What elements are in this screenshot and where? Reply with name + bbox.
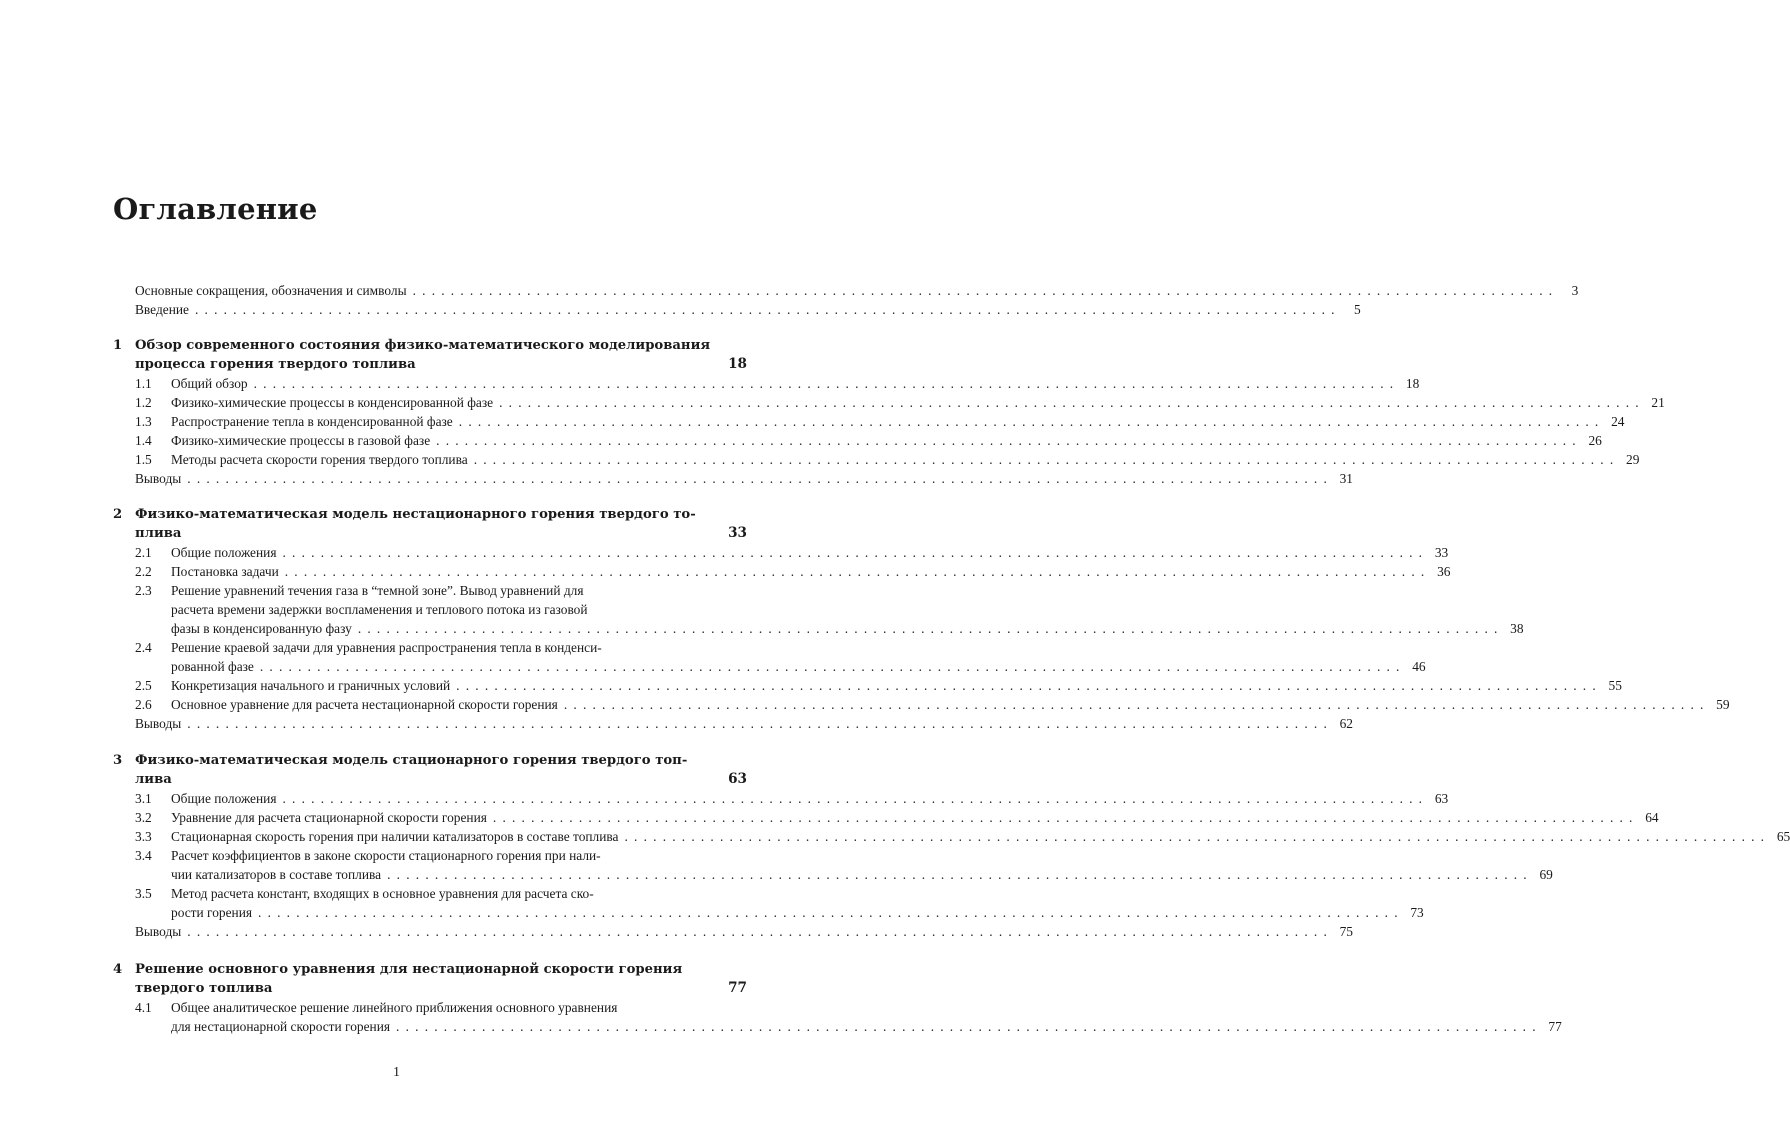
toc-page-number: 73	[1410, 905, 1424, 920]
toc-entry-text: Расчет коэффициентов в законе скорости стационарного горения при нали-	[171, 848, 601, 863]
toc-section-number: 2.2	[135, 564, 152, 579]
toc-chapter-page: 63	[728, 771, 747, 787]
toc-entry-text: расчета времени задержки воспламенения и теплового потока из газовой	[171, 602, 588, 617]
dot-leader: ........................................................................................................................	[563, 697, 1710, 712]
dot-leader: ........................................................................................................................	[396, 1019, 1542, 1034]
dot-leader: ........................................................................................................................	[436, 433, 1582, 448]
dot-leader: ........................................................................................................................	[282, 791, 1429, 806]
toc-entry-text: Конкретизация начального и граничных условий	[171, 678, 451, 693]
toc-section-number: 1.1	[135, 376, 152, 391]
dot-leader: ........................................................................................................................	[187, 716, 1333, 731]
toc-chapter-title: Физико-математическая модель нестационарного горения твердого то-	[135, 507, 696, 522]
toc-chapter-number: 2	[113, 507, 123, 522]
toc-entry-text: Выводы	[135, 924, 182, 939]
toc-chapter-number: 3	[113, 753, 123, 768]
toc-entry-text: Общие положения	[171, 791, 277, 806]
toc-section-number: 3.2	[135, 810, 152, 825]
toc-entry-text: Выводы	[135, 471, 182, 486]
toc-front-entry[interactable]	[135, 300, 1361, 319]
toc-section-entry[interactable]	[135, 581, 1524, 638]
dot-leader: ........................................................................................................................	[456, 678, 1602, 693]
toc-page-number: 5	[1354, 302, 1361, 317]
dot-leader: ........................................................................................................................	[259, 659, 1406, 674]
toc-page-number: 59	[1716, 697, 1730, 712]
toc-section-number: 1.2	[135, 395, 152, 410]
toc-section-number: 2.3	[135, 583, 152, 598]
dot-leader: ........................................................................................................................	[187, 471, 1333, 486]
toc-page-number: 62	[1339, 716, 1353, 731]
toc-section-entry[interactable]	[135, 412, 1625, 431]
toc-section-entry[interactable]	[135, 714, 1353, 733]
dot-leader: ........................................................................................................................	[194, 302, 1341, 317]
toc-section-number: 3.1	[135, 791, 152, 806]
toc-chapter-4[interactable]	[113, 960, 747, 998]
dot-leader: ........................................................................................................................	[284, 564, 1431, 579]
toc-chapter-2[interactable]	[113, 505, 747, 543]
toc-chapter-title: лива	[135, 772, 172, 787]
page-title: Оглавление	[113, 192, 318, 226]
toc-page-number: 64	[1645, 810, 1659, 825]
toc-chapter-page: 77	[728, 980, 747, 996]
toc-section-entry[interactable]	[135, 393, 1665, 412]
toc-page-number: 31	[1339, 471, 1353, 486]
toc-section-number: 2.1	[135, 545, 152, 560]
toc-chapter-page: 33	[728, 525, 747, 541]
toc-entry-text: рованной фазе	[171, 659, 254, 674]
toc-chapter-title: плива	[135, 526, 182, 541]
dot-leader: ........................................................................................................................	[387, 867, 1533, 882]
toc-chapter-title: процесса горения твердого топлива	[135, 357, 416, 372]
toc-section-number: 2.4	[135, 640, 152, 655]
toc-entry-text: Физико-химические процессы в газовой фазе	[171, 433, 431, 448]
toc-page-number: 24	[1611, 414, 1625, 429]
toc-chapter-number: 1	[113, 338, 123, 353]
toc-section-entry[interactable]	[135, 676, 1622, 695]
dot-leader: ........................................................................................................................	[473, 452, 1620, 467]
toc-entry-text: для нестационарной скорости горения	[171, 1019, 391, 1034]
toc-page-number: 26	[1588, 433, 1602, 448]
toc-section-number: 1.5	[135, 452, 152, 467]
toc-page-number: 46	[1412, 659, 1426, 674]
toc-page-number: 77	[1548, 1019, 1562, 1034]
toc-section-entry[interactable]	[135, 374, 1420, 393]
toc-section-number: 3.3	[135, 829, 152, 844]
dot-leader: ........................................................................................................................	[624, 829, 1771, 844]
toc-entry-text: Решение уравнений течения газа в “темной зоне”. Вывод уравнений для	[171, 583, 584, 598]
toc-page-number: 33	[1434, 545, 1449, 560]
toc-section-entry[interactable]	[135, 789, 1449, 808]
dot-leader: ........................................................................................................................	[357, 621, 1504, 636]
toc-page-number: 69	[1539, 867, 1553, 882]
toc-entry-text: чии катализаторов в составе топлива	[171, 867, 382, 882]
dot-leader: ........................................................................................................................	[253, 376, 1400, 391]
dot-leader: ........................................................................................................................	[187, 924, 1333, 939]
toc-section-number: 2.5	[135, 678, 152, 693]
toc-entry-text: Выводы	[135, 716, 182, 731]
toc-page-number: 21	[1651, 395, 1665, 410]
toc-entry-text: Общее аналитическое решение линейного приближения основного уравнения	[171, 1000, 618, 1015]
dot-leader: ........................................................................................................................	[458, 414, 1605, 429]
toc-page-number: 65	[1776, 829, 1790, 844]
toc-section-entry[interactable]	[135, 808, 1659, 827]
toc-section-entry[interactable]	[135, 998, 1562, 1036]
toc-entry-text: фазы в конденсированную фазу	[171, 621, 352, 636]
toc-chapter-title: твердого топлива	[135, 981, 273, 996]
toc-section-entry[interactable]	[135, 450, 1640, 469]
toc-chapter-3[interactable]	[113, 751, 747, 789]
toc-section-entry[interactable]	[135, 827, 1790, 846]
toc-page-number: 63	[1434, 791, 1449, 806]
toc-page-number: 75	[1339, 924, 1353, 939]
toc-page-number: 18	[1405, 376, 1420, 391]
dot-leader: ........................................................................................................................	[412, 283, 1559, 298]
dot-leader: ........................................................................................................................	[282, 545, 1429, 560]
toc-page-number: 36	[1437, 564, 1451, 579]
toc-page-number: 3	[1571, 283, 1579, 298]
toc-chapter-page: 18	[728, 356, 747, 372]
toc-section-number: 4.1	[135, 1000, 152, 1015]
toc-entry-text: Общие положения	[171, 545, 277, 560]
toc-chapter-number: 4	[113, 962, 123, 977]
toc-section-entry[interactable]	[135, 431, 1602, 450]
toc-page-number: 55	[1608, 678, 1622, 693]
dot-leader: ........................................................................................................................	[492, 810, 1639, 825]
toc-section-entry[interactable]	[135, 638, 1426, 676]
toc-section-entry[interactable]	[135, 543, 1449, 562]
toc-chapter-title: Решение основного уравнения для нестационарной скорости горения	[135, 962, 683, 977]
toc-entry-text: Решение краевой задачи для уравнения распространения тепла в конденси-	[171, 640, 602, 655]
toc-section-entry[interactable]	[135, 846, 1553, 884]
toc-entry-text: Стационарная скорость горения при наличии катализаторов в составе топлива	[171, 829, 619, 844]
toc-section-number: 3.5	[135, 886, 152, 901]
toc-section-entry[interactable]	[135, 884, 1424, 922]
toc-entry-text: Общий обзор	[171, 376, 248, 391]
toc-entry-text: Основные сокращения, обозначения и символы	[135, 283, 407, 298]
toc-entry-text: Метод расчета констант, входящих в основное уравнения для расчета ско-	[171, 886, 594, 901]
toc-section-entry[interactable]	[135, 562, 1451, 581]
toc-section-number: 1.4	[135, 433, 152, 448]
toc-chapter-title: Физико-математическая модель стационарного горения твердого топ-	[135, 753, 688, 768]
toc-entry-text: Основное уравнение для расчета нестационарной скорости горения	[171, 697, 558, 712]
toc-section-number: 2.6	[135, 697, 152, 712]
toc-entry-text: Распространение тепла в конденсированной фазе	[171, 414, 453, 429]
toc-section-number: 3.4	[135, 848, 152, 863]
toc-chapter-1[interactable]	[113, 336, 747, 374]
toc-chapter-title: Обзор современного состояния физико-математического моделирования	[135, 338, 711, 353]
page-number: 1	[393, 1065, 400, 1080]
toc-entry-text: Методы расчета скорости горения твердого топлива	[171, 452, 468, 467]
toc-section-entry[interactable]	[135, 922, 1353, 941]
toc-section-entry[interactable]	[135, 469, 1353, 488]
toc-section-entry[interactable]	[135, 695, 1730, 714]
toc-entry-text: Уравнение для расчета стационарной скорости горения	[171, 810, 487, 825]
toc-entry-text: Физико-химические процессы в конденсированной фазе	[171, 395, 494, 410]
toc-entry-text: Введение	[135, 302, 189, 317]
dot-leader: ........................................................................................................................	[258, 905, 1404, 920]
toc-front-entry[interactable]	[135, 281, 1579, 300]
toc-entry-text: Постановка задачи	[171, 564, 279, 579]
toc-page-number: 38	[1510, 621, 1524, 636]
dot-leader: ........................................................................................................................	[499, 395, 1645, 410]
toc-page-number: 29	[1626, 452, 1640, 467]
toc-entry-text: рости горения	[171, 905, 253, 920]
toc-section-number: 1.3	[135, 414, 152, 429]
